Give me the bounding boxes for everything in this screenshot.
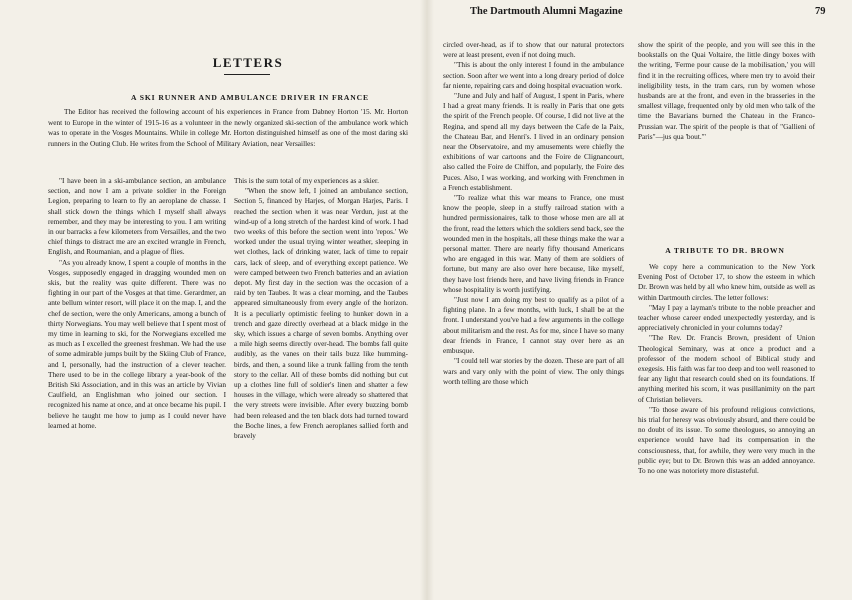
- paragraph: "Just now I am doing my best to qualify as a pilot of a fighting plane. In a few months, with luck, I shall be at the front. I understand you've had a few arguments in the college about militarism and the rest. As for me, since I have so many dear friends in France, I cannot stay over here as an embusque.: [443, 295, 624, 356]
- paragraph: "As you already know, I spent a couple of months in the Vosges, supposedly engaged in dragging wounded men on skis, but the reality was quite different. There was no fighting in our part of the Vosges at that time. Gerardmer, an ante bellum winter resort, will place it on the map. I, and the chef de section, were the only Americans, among a bunch of thirty Norwegians. You may well believe that I spent most of my time in learning to ski, for the Norwegians excelled me as much as I excelled the greenest freshman. We had the use of some admirable jumps built by the Skiing Club of France, and I, personally, had the instruction of a clever teacher. There used to be in the college library a year-book of the British Ski Association, and in this was an article by Vivian Caulfield, an Englishman who joined our section. I recognized his name at once, and at once became his pupil. I believe he taught me how to jump as I could never have learned at home.: [48, 257, 226, 430]
- paragraph: This is the sum total of my experiences as a skier.: [234, 176, 379, 185]
- tribute-title: A TRIBUTE TO DR. BROWN: [665, 246, 785, 255]
- paragraph: "To realize what this war means to France, one must know the people, sleep in a stuffy railroad station with a hundred permissionaires, talk to those whose men are all at the front, read the letters which the soldiers send back, see the wounded men in the hospitals, all these things make the war a personal matter. There are nearly fifty thousand Americans who are engaged in this war. Many of them are soldiers of fortune, but many are also over here because, like myself, they have lost friends here, and have living friends in France whose hospitality is worth justifying.: [443, 193, 624, 294]
- paragraph: "I could tell war stories by the dozen. These are part of all wars and vary only with the point of view. The only things worth telling are those which: [443, 356, 624, 386]
- paragraph: We copy here a communication to the New York Evening Post of October 17, to show the esteem in which Dr. Brown was held by all who knew him, outside as well as within Dartmouth circles. The letter follows:: [638, 262, 815, 302]
- article-title: A SKI RUNNER AND AMBULANCE DRIVER IN FRANCE: [130, 93, 370, 102]
- paragraph: "June and July and half of August, I spent in Paris, where I had a great many friends. It is really in Paris that one gets the spirit of the French people. Of course, I did not live at the Regina, and spend all my days between the Cafe de la Paix, the Chateau Bar, and Henri's. I lived in an ordinary pension near the Observatoire, and my amusements were chiefly the exhibitions of war cartoons and the Foire de Clignancourt, also called the Foire de Chiffon, and popularly, the Foire des Puces. Also, I was working, and working with Frenchmen in a French establishment.: [443, 91, 624, 192]
- paragraph: "May I pay a layman's tribute to the noble preacher and teacher whose career ended unexpectedly yesterday, and is appreciatively chronicled in your columns today?: [638, 302, 815, 333]
- paragraph: "The Rev. Dr. Francis Brown, president of Union Theological Seminary, was at once a product and a professor of the modern school of Biblical study and exegesis. His faith was far too deep and too well reasoned to fear any light that research could shed on its foundations. If anything merited his scorn, it was pusillanimity on the part of Christian believers.: [638, 333, 815, 404]
- paragraph: "This is about the only interest I found in the ambulance section. Soon after we went into a long dreary period of dolce far niente, repairing cars and doing hospital evacuation work.: [443, 60, 624, 90]
- article-intro: The Editor has received the following account of his experiences in France from Dabney Horton '15. Mr. Horton went to Europe in the winter of 1915-16 as a volunteer in the newly organized ski-section of the ambulance work which was to operate in the Vosges Mountains. While in college Mr. Horton distinguished himself as one of the most daring ski runners in the Outing Club. He writes from the School of Military Aviation, near Versailles:: [48, 107, 408, 149]
- title-rule: [224, 74, 270, 75]
- paragraph: show the spirit of the people, and you will see this in the bookstalls on the Quai Voltaire, the little dingy boxes with the writing, 'Ferme pour cause de la mobilisation,' you will find it in the recruiting offices, where men try to avoid their ineligibility tests, in the tram cars, run by women whose husbands are at the front, and even in the brasseries in the smallest village, frequented only by old men who talk of the time the Bavarians burned the Chateau in the Franco-Prussian war. The spirit of the people is that of "Gallieni of Paris"—jus qua 'bout.'": [638, 40, 815, 141]
- paragraph: circled over-head, as if to show that our natural protectors were at least present, even if not doing much.: [443, 40, 624, 60]
- running-header-title: The Dartmouth Alumni Magazine: [470, 6, 623, 17]
- text-column-4: [638, 40, 815, 142]
- paragraph: "To those aware of his profound religious convictions, his trial for heresy was obviously absurd, and there could be no doubt of its issue. To some theologues, so annoying an experience would have had its compensation in the consciousness, that, for awhile, they were very much in the public eye; but to Dr. Brown this was an added annoyance. To no one was notoriety more distasteful.: [638, 404, 815, 476]
- page-number: 79: [815, 6, 826, 17]
- text-column-2: [234, 176, 408, 441]
- text-column-3: [443, 40, 624, 387]
- paragraph: "I have been in a ski-ambulance section, an ambulance section, and now I am a private soldier in the Foreign Legion, preparing to learn to fly an aeroplane de chasse. I shall stick down the things which I myself shall always remember, and they may be interesting to you. I am writing in our barracks a few kilometers from Versailles, and the two chief things to distract me are an excited wrangle in French, English, and Roumanian, and a plague of flies.: [48, 176, 226, 257]
- page-gutter: [420, 0, 434, 600]
- tribute-column: [638, 262, 815, 476]
- paragraph: "When the snow left, I joined an ambulance section, Section 5, financed by Harjes, of Morgan Harjes, Paris. I reached the section when it was near Verdun, just at the wind-up of a long stretch of the hardest kind of work. I had two weeks of this before the section went into 'repos.' We worked under the usual trying winter weather, sleeping in wet clothes, lack of drinking water, lack of time to repair cars, lack of sleep, and of everything except patience. We were camped between two French batteries and an aviation depot. My first day in the section was the occasion of a raid by ten Taubes. It was a clear morning, and the Taubes appeared simultaneously from every angle of the horizon. It is a peculiarly optimistic feeling to hunker down in a trench and gaze directly overhead at a black midge in the sky, which issues a charge of seven bombs. Anything over a mile high seems directly over-head. The bombs fall quite audibly, as the vanes on their tails buzz like humming-birds, and then, a sound like a trunk falling from the tenth story to the cellar. All of these bombs did nothing but cut up a clothes line full of soldier's linen and shatter a few houses in the village, which were already so shattered that the very streets were invisible. After every buzzing bomb had been released and the ten black dots had turned toward the Boche lines, a few French aeroplanes sallied forth and bravely: [234, 186, 408, 441]
- text-column-1: [48, 176, 226, 431]
- section-title: LETTERS: [212, 55, 284, 70]
